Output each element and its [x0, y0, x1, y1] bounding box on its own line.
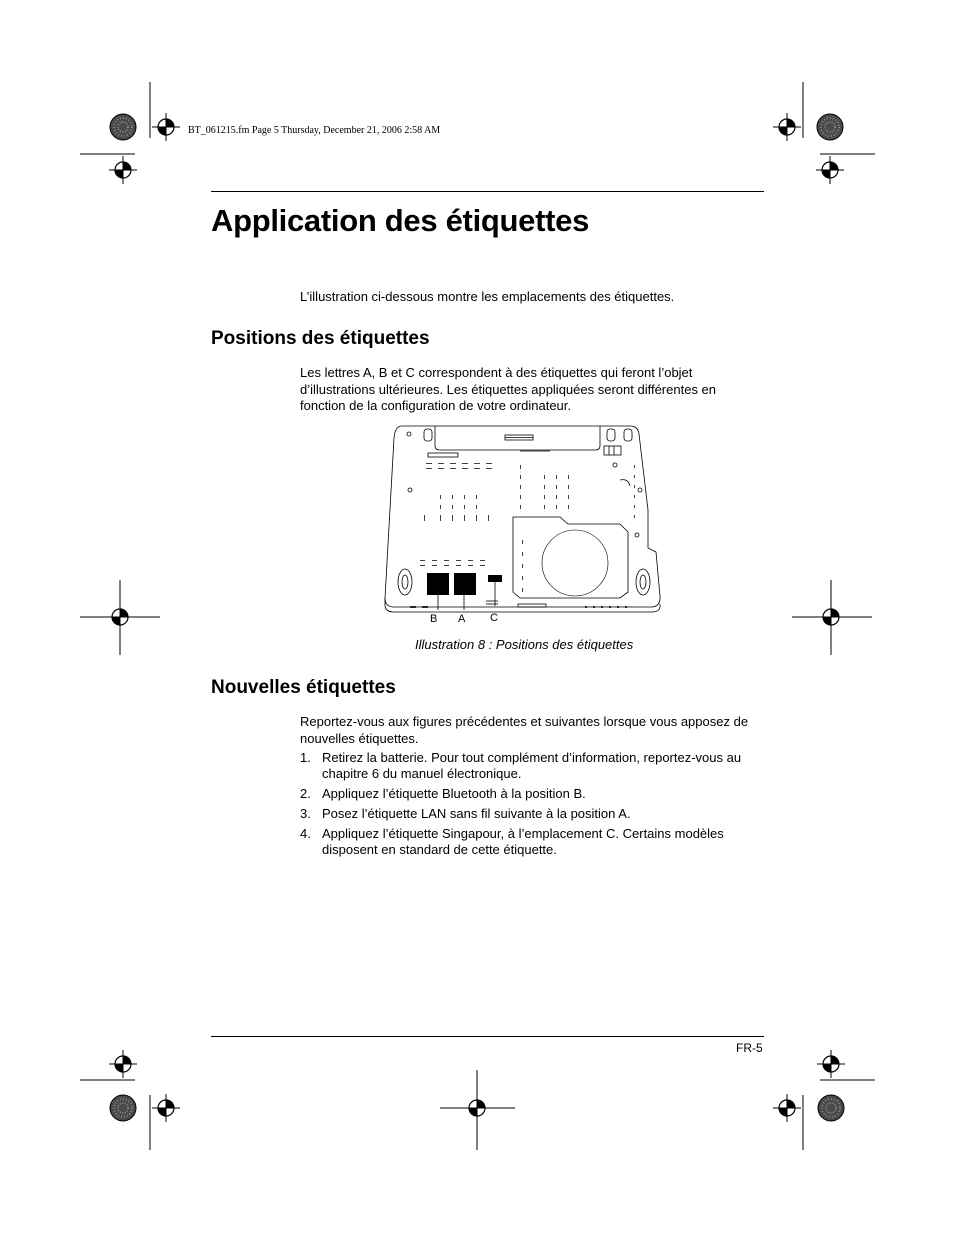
list-item	[300, 826, 770, 858]
step-text: Appliquez l’étiquette Singapour, à l’emplacement C. Certains modèles disposent en standard de cette étiquette.	[322, 826, 724, 857]
step-number: 3.	[300, 806, 311, 821]
figure-caption: Illustration 8 : Positions des étiquettes	[415, 637, 634, 652]
list-item	[300, 750, 770, 782]
nouvelles-paragraph: Reportez-vous aux figures précédentes et suivantes lorsque vous apposez de nouvelles étiquettes.	[300, 714, 749, 746]
mid-right-mark	[792, 580, 872, 655]
bottom-left-marks	[80, 1050, 180, 1150]
step-text: Posez l’étiquette LAN sans fil suivante à la position A.	[322, 806, 631, 821]
figure-label-b: B	[430, 613, 438, 625]
positions-paragraph: Les lettres A, B et C correspondent à des étiquettes qui feront l’objet d’illustrations ultérieures. Les étiquettes appliquées seront différentes en fonction de la configuration de votre ordinateur.	[300, 365, 717, 413]
laptop-bottom-illustration	[380, 420, 670, 630]
page-number: FR-5	[736, 1041, 763, 1055]
top-rule	[211, 191, 764, 192]
section-heading-positions: Positions des étiquettes	[211, 328, 430, 349]
steps-list	[300, 750, 770, 862]
label-position-c	[488, 575, 502, 582]
step-number: 1.	[300, 750, 311, 765]
step-number: 2.	[300, 786, 311, 801]
figure-label-c: C	[490, 612, 498, 624]
step-text: Retirez la batterie. Pour tout complément d’information, reportez-vous au chapitre 6 du manuel électronique.	[322, 750, 742, 781]
intro-paragraph: L’illustration ci-dessous montre les emplacements des étiquettes.	[300, 289, 675, 304]
step-text: Appliquez l’étiquette Bluetooth à la position B.	[322, 786, 586, 801]
top-left-marks	[80, 82, 180, 184]
mid-left-mark	[80, 580, 160, 655]
label-position-b	[427, 573, 449, 595]
list-item	[300, 806, 770, 822]
section-heading-nouvelles: Nouvelles étiquettes	[211, 677, 396, 698]
figure-label-a: A	[458, 613, 466, 625]
bottom-right-marks	[773, 1050, 875, 1150]
bottom-rule	[211, 1036, 764, 1037]
label-position-a	[454, 573, 476, 595]
page-title: Application des étiquettes	[211, 203, 590, 238]
file-info-header: BT_061215.fm Page 5 Thursday, December 21, 2006 2:58 AM	[188, 125, 441, 136]
step-number: 4.	[300, 826, 311, 841]
bottom-center-mark	[440, 1070, 515, 1150]
list-item	[300, 786, 770, 802]
top-right-marks	[773, 82, 875, 184]
